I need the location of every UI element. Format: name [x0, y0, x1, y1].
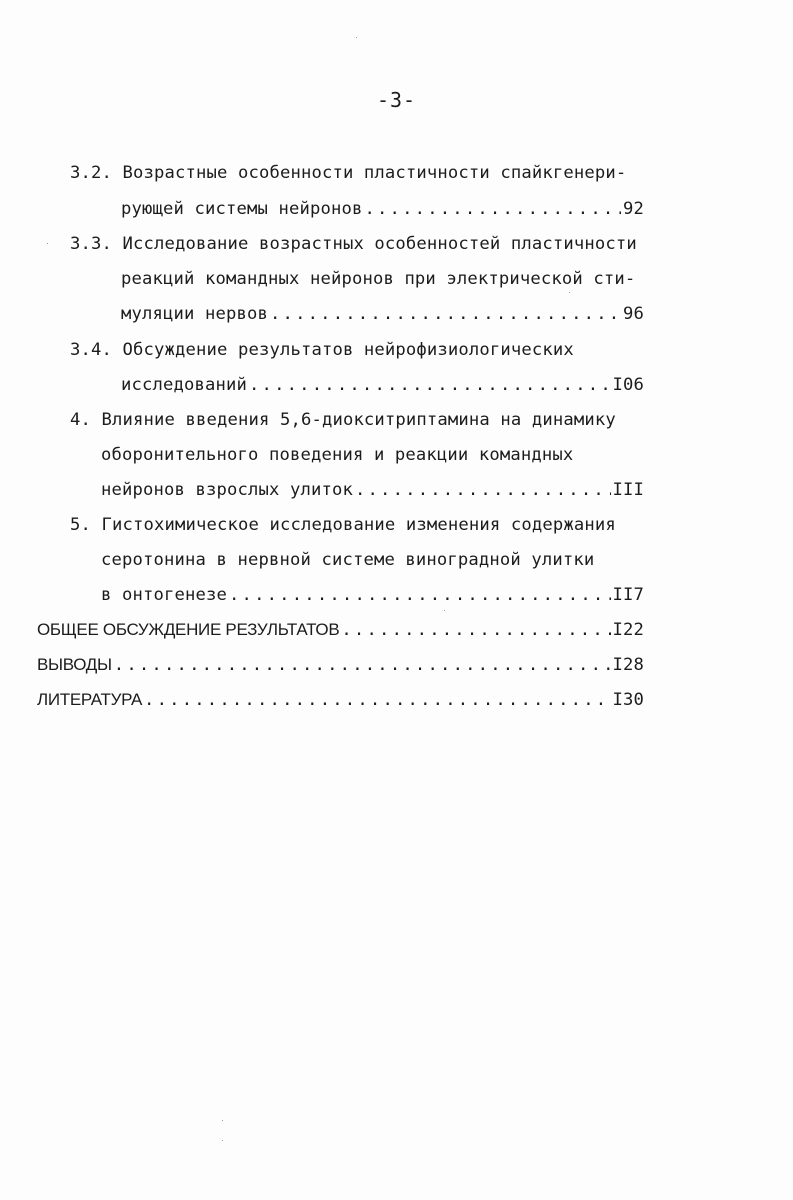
toc-entry-4-line-2: оборонительного поведения и реакции командных — [101, 445, 574, 465]
dot-leader — [270, 301, 621, 327]
toc-entry-general-discussion-title: ОБЩЕЕ ОБСУЖДЕНИЕ РЕЗУЛЬТАТОВ — [37, 620, 340, 639]
toc-entry-5 — [101, 582, 644, 608]
toc-entry-general-discussion — [37, 617, 644, 643]
dot-leader — [341, 617, 610, 643]
toc-entry-3-3-line-2: реакций командных нейронов при электрической сти- — [121, 269, 636, 289]
toc-entry-3-4-line-1: 3.4. Обсуждение результатов нейрофизиологических — [70, 340, 574, 360]
toc-entry-5-title: в онтогенезе — [101, 585, 227, 605]
toc-entry-literature-page: I30 — [612, 690, 644, 710]
scan-speck — [356, 37, 357, 38]
scan-speck — [222, 1140, 223, 1141]
toc-entry-4 — [101, 477, 644, 503]
toc-entry-3-3-page: 96 — [623, 304, 644, 324]
page-number: -3- — [376, 88, 417, 112]
dot-leader — [355, 477, 611, 503]
toc-entry-literature — [37, 687, 644, 713]
toc-entry-3-2-title: рующей системы нейронов — [121, 199, 363, 219]
toc-entry-3-3-title: муляции нервов — [121, 304, 268, 324]
toc-entry-4-page: III — [612, 480, 644, 500]
toc-entry-3-4-page: I06 — [612, 375, 644, 395]
scan-speck — [222, 1120, 223, 1121]
scan-speck — [47, 243, 48, 244]
toc-entry-4-line-1: 4. Влияние введения 5,6-диокситриптамина на динамику — [70, 410, 616, 430]
scan-speck — [444, 610, 445, 611]
toc-entry-3-4 — [121, 372, 644, 398]
toc-entry-general-discussion-page: I22 — [612, 620, 644, 640]
toc-entry-conclusions-page: I28 — [612, 655, 644, 675]
toc-entry-3-2-line-1: 3.2. Возрастные особенности пластичности спайкгенери- — [70, 163, 627, 183]
scan-speck — [569, 292, 570, 293]
toc-entry-3-4-title: исследований — [121, 375, 247, 395]
dot-leader — [364, 196, 621, 222]
dot-leader — [144, 687, 610, 713]
toc-entry-3-3 — [121, 301, 644, 327]
dot-leader — [249, 372, 611, 398]
toc-entry-3-2-page: 92 — [623, 199, 644, 219]
toc-entry-5-page: II7 — [612, 585, 644, 605]
toc-entry-literature-title: ЛИТЕРАТУРА — [37, 690, 143, 709]
toc-entry-5-line-1: 5. Гистохимическое исследование изменения содержания — [70, 515, 616, 535]
toc-entry-4-title: нейронов взрослых улиток — [101, 480, 353, 500]
toc-entry-3-3-line-1: 3.3. Исследование возрастных особенностей пластичности — [70, 234, 637, 254]
dot-leader — [229, 582, 611, 608]
toc-entry-conclusions-title: ВЫВОДЫ — [37, 655, 112, 674]
toc-entry-3-2 — [121, 196, 644, 222]
toc-entry-conclusions — [37, 652, 644, 678]
dot-leader — [114, 652, 611, 678]
toc-entry-5-line-2: серотонина в нервной системе виноградной улитки — [101, 550, 595, 570]
